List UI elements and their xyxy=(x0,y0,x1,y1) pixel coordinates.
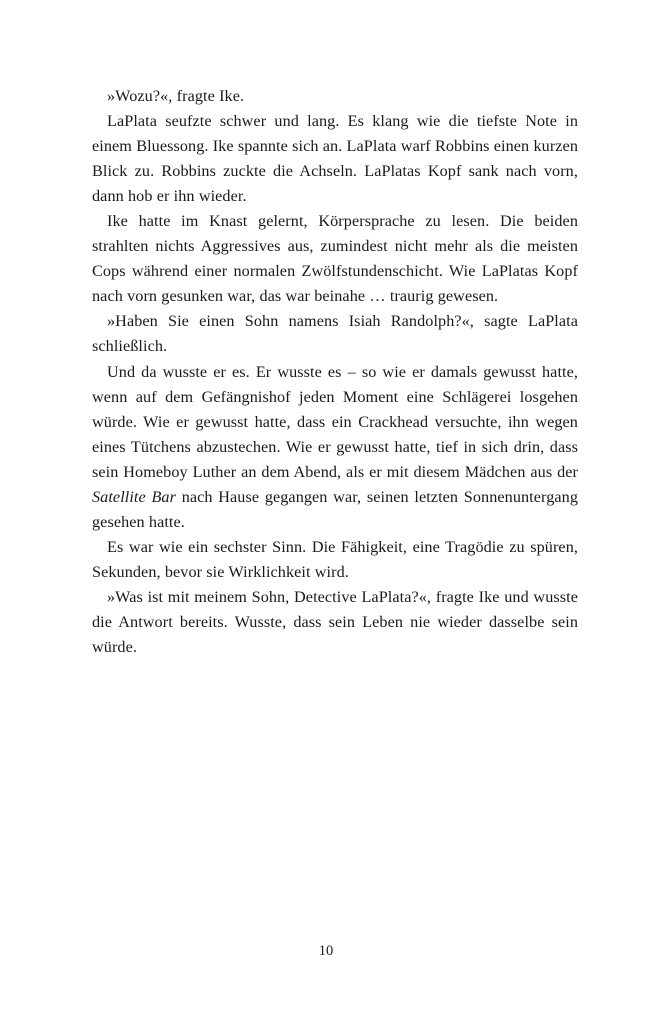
italic-title: Satellite Bar xyxy=(92,487,176,506)
paragraph: Ike hatte im Knast gelernt, Körpersprache zu lesen. Die beiden strahlten nichts Aggressives aus, zumindest nicht mehr als die meisten Cops während einer normalen Zwölfstundenschicht. Wie LaPlatas Kopf nach vorn gesunken war, das war beinahe … traurig gewesen. xyxy=(92,212,578,306)
paragraph: Es war wie ein sechster Sinn. Die Fähigkeit, eine Tragödie zu spüren, Sekunden, bevor sie Wirklichkeit wird. xyxy=(92,537,578,581)
paragraph: »Wozu?«, fragte Ike. xyxy=(107,87,245,105)
paragraph: Und da wusste er es. Er wusste es – so wie er damals gewusst hatte, wenn auf dem Gefängnishof jeden Moment eine Schlägerei losgehen würde. Wie er gewusst hatte, dass ein Crackhead versuchte, ihn wegen eines Tütchens abzustechen. Wie er gewusst hatte, tief in sich drin, dass sein Homeboy Luther an dem Abend, als er mit diesem Mädchen aus der Satellite Bar nach Hause gegangen war, seinen letzten Sonnenuntergang gesehen hatte. xyxy=(92,362,578,531)
paragraph: LaPlata seufzte schwer und lang. Es klang wie die tiefste Note in einem Bluessong. Ike spannte sich an. LaPlata warf Robbins einen kurzen Blick zu. Robbins zuckte die Achseln. LaPlatas Kopf sank nach vorn, dann hob er ihn wieder. xyxy=(92,112,578,206)
page-text-block xyxy=(92,84,578,660)
page-number: 10 xyxy=(318,943,334,959)
paragraph: »Haben Sie einen Sohn namens Isiah Randolph?«, sagte LaPlata schließlich. xyxy=(92,312,578,356)
paragraph: »Was ist mit meinem Sohn, Detective LaPlata?«, fragte Ike und wusste die Antwort bereits. Wusste, dass sein Leben nie wieder dasselbe sein würde. xyxy=(92,587,578,657)
